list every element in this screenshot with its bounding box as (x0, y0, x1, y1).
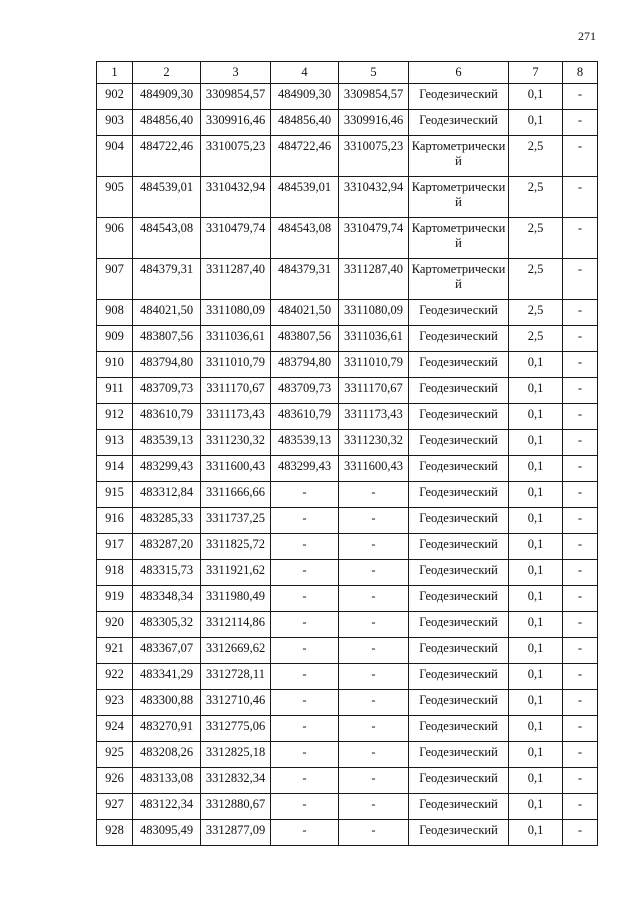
method-cell: Геодезический (409, 612, 509, 638)
point-number-cell: 913 (97, 430, 133, 456)
x-coordinate-cell: 483610,79 (133, 404, 201, 430)
y-coordinate-prev-cell: 3311600,43 (339, 456, 409, 482)
y-coordinate-cell: 3312710,46 (201, 690, 271, 716)
note-cell: - (563, 716, 598, 742)
point-number-cell: 919 (97, 586, 133, 612)
y-coordinate-cell: 3311287,40 (201, 259, 271, 300)
point-number-cell: 907 (97, 259, 133, 300)
table-row (97, 177, 598, 218)
point-number-cell: 911 (97, 378, 133, 404)
accuracy-cell: 0,1 (509, 794, 563, 820)
x-coordinate-prev-cell: 484722,46 (271, 136, 339, 177)
point-number-cell: 909 (97, 326, 133, 352)
x-coordinate-cell: 483312,84 (133, 482, 201, 508)
note-cell: - (563, 742, 598, 768)
x-coordinate-cell: 483709,73 (133, 378, 201, 404)
y-coordinate-prev-cell: - (339, 716, 409, 742)
y-coordinate-cell: 3311036,61 (201, 326, 271, 352)
x-coordinate-prev-cell: 483299,43 (271, 456, 339, 482)
y-coordinate-prev-cell: - (339, 742, 409, 768)
y-coordinate-cell: 3311666,66 (201, 482, 271, 508)
y-coordinate-prev-cell: - (339, 794, 409, 820)
x-coordinate-cell: 483299,43 (133, 456, 201, 482)
method-cell: Картометрический (409, 259, 509, 300)
method-cell: Геодезический (409, 456, 509, 482)
x-coordinate-prev-cell: - (271, 638, 339, 664)
y-coordinate-cell: 3310479,74 (201, 218, 271, 259)
y-coordinate-prev-cell: 3311036,61 (339, 326, 409, 352)
method-cell: Картометрический (409, 136, 509, 177)
method-cell: Геодезический (409, 742, 509, 768)
x-coordinate-prev-cell: 484909,30 (271, 84, 339, 110)
y-coordinate-prev-cell: - (339, 586, 409, 612)
point-number-cell: 902 (97, 84, 133, 110)
y-coordinate-prev-cell: - (339, 612, 409, 638)
note-cell: - (563, 84, 598, 110)
point-number-cell: 928 (97, 820, 133, 846)
x-coordinate-cell: 484722,46 (133, 136, 201, 177)
method-cell: Геодезический (409, 84, 509, 110)
table-row (97, 690, 598, 716)
note-cell: - (563, 794, 598, 820)
accuracy-cell: 0,1 (509, 612, 563, 638)
x-coordinate-cell: 483305,32 (133, 612, 201, 638)
accuracy-cell: 0,1 (509, 820, 563, 846)
note-cell: - (563, 136, 598, 177)
accuracy-cell: 0,1 (509, 560, 563, 586)
x-coordinate-cell: 483315,73 (133, 560, 201, 586)
column-header-2: 2 (133, 62, 201, 84)
point-number-cell: 918 (97, 560, 133, 586)
table-row (97, 300, 598, 326)
table-row (97, 560, 598, 586)
accuracy-cell: 0,1 (509, 482, 563, 508)
x-coordinate-prev-cell: - (271, 794, 339, 820)
method-cell: Геодезический (409, 378, 509, 404)
x-coordinate-prev-cell: - (271, 768, 339, 794)
y-coordinate-cell: 3312832,34 (201, 768, 271, 794)
x-coordinate-prev-cell: - (271, 716, 339, 742)
method-cell: Картометрический (409, 218, 509, 259)
x-coordinate-prev-cell: - (271, 560, 339, 586)
y-coordinate-prev-cell: - (339, 690, 409, 716)
accuracy-cell: 0,1 (509, 430, 563, 456)
table-row (97, 404, 598, 430)
point-number-cell: 908 (97, 300, 133, 326)
y-coordinate-prev-cell: 3311170,67 (339, 378, 409, 404)
column-header-6: 6 (409, 62, 509, 84)
accuracy-cell: 2,5 (509, 136, 563, 177)
note-cell: - (563, 482, 598, 508)
table-row (97, 84, 598, 110)
accuracy-cell: 0,1 (509, 742, 563, 768)
x-coordinate-prev-cell: - (271, 664, 339, 690)
point-number-cell: 923 (97, 690, 133, 716)
method-cell: Геодезический (409, 482, 509, 508)
x-coordinate-prev-cell: - (271, 742, 339, 768)
accuracy-cell: 0,1 (509, 768, 563, 794)
x-coordinate-cell: 483348,34 (133, 586, 201, 612)
table-row (97, 768, 598, 794)
x-coordinate-cell: 483095,49 (133, 820, 201, 846)
point-number-cell: 915 (97, 482, 133, 508)
x-coordinate-cell: 483300,88 (133, 690, 201, 716)
table-row (97, 612, 598, 638)
x-coordinate-cell: 484543,08 (133, 218, 201, 259)
method-cell: Геодезический (409, 560, 509, 586)
point-number-cell: 904 (97, 136, 133, 177)
method-cell: Геодезический (409, 768, 509, 794)
y-coordinate-prev-cell: 3310432,94 (339, 177, 409, 218)
method-cell: Геодезический (409, 586, 509, 612)
x-coordinate-cell: 484021,50 (133, 300, 201, 326)
method-cell: Геодезический (409, 534, 509, 560)
note-cell: - (563, 218, 598, 259)
point-number-cell: 917 (97, 534, 133, 560)
x-coordinate-cell: 483287,20 (133, 534, 201, 560)
note-cell: - (563, 404, 598, 430)
y-coordinate-prev-cell: 3309854,57 (339, 84, 409, 110)
note-cell: - (563, 378, 598, 404)
x-coordinate-cell: 484539,01 (133, 177, 201, 218)
note-cell: - (563, 586, 598, 612)
y-coordinate-cell: 3312728,11 (201, 664, 271, 690)
page-number: 271 (578, 29, 596, 43)
note-cell: - (563, 768, 598, 794)
x-coordinate-cell: 484379,31 (133, 259, 201, 300)
y-coordinate-cell: 3311230,32 (201, 430, 271, 456)
note-cell: - (563, 508, 598, 534)
x-coordinate-cell: 483133,08 (133, 768, 201, 794)
y-coordinate-prev-cell: 3310479,74 (339, 218, 409, 259)
x-coordinate-cell: 483367,07 (133, 638, 201, 664)
note-cell: - (563, 352, 598, 378)
column-header-7: 7 (509, 62, 563, 84)
x-coordinate-cell: 483807,56 (133, 326, 201, 352)
accuracy-cell: 2,5 (509, 259, 563, 300)
point-number-cell: 914 (97, 456, 133, 482)
x-coordinate-prev-cell: - (271, 586, 339, 612)
note-cell: - (563, 177, 598, 218)
table-row (97, 586, 598, 612)
table-row (97, 430, 598, 456)
coordinates-table (96, 61, 598, 846)
y-coordinate-cell: 3312669,62 (201, 638, 271, 664)
table-row (97, 136, 598, 177)
table-row (97, 742, 598, 768)
x-coordinate-cell: 483539,13 (133, 430, 201, 456)
note-cell: - (563, 430, 598, 456)
x-coordinate-cell: 483285,33 (133, 508, 201, 534)
x-coordinate-prev-cell: 484539,01 (271, 177, 339, 218)
method-cell: Геодезический (409, 690, 509, 716)
x-coordinate-cell: 483122,34 (133, 794, 201, 820)
y-coordinate-prev-cell: - (339, 560, 409, 586)
y-coordinate-cell: 3312825,18 (201, 742, 271, 768)
point-number-cell: 910 (97, 352, 133, 378)
accuracy-cell: 0,1 (509, 534, 563, 560)
method-cell: Геодезический (409, 508, 509, 534)
x-coordinate-prev-cell: 483539,13 (271, 430, 339, 456)
accuracy-cell: 0,1 (509, 690, 563, 716)
accuracy-cell: 0,1 (509, 84, 563, 110)
y-coordinate-prev-cell: - (339, 664, 409, 690)
y-coordinate-prev-cell: 3311080,09 (339, 300, 409, 326)
table-row (97, 794, 598, 820)
accuracy-cell: 0,1 (509, 110, 563, 136)
y-coordinate-cell: 3311921,62 (201, 560, 271, 586)
table-row (97, 378, 598, 404)
y-coordinate-cell: 3311980,49 (201, 586, 271, 612)
x-coordinate-prev-cell: - (271, 690, 339, 716)
method-cell: Геодезический (409, 794, 509, 820)
point-number-cell: 905 (97, 177, 133, 218)
y-coordinate-prev-cell: - (339, 482, 409, 508)
accuracy-cell: 0,1 (509, 352, 563, 378)
y-coordinate-cell: 3309854,57 (201, 84, 271, 110)
method-cell: Геодезический (409, 326, 509, 352)
x-coordinate-prev-cell: 484379,31 (271, 259, 339, 300)
x-coordinate-prev-cell: 484856,40 (271, 110, 339, 136)
x-coordinate-cell: 483794,80 (133, 352, 201, 378)
y-coordinate-cell: 3311737,25 (201, 508, 271, 534)
y-coordinate-prev-cell: - (339, 820, 409, 846)
note-cell: - (563, 820, 598, 846)
accuracy-cell: 2,5 (509, 326, 563, 352)
accuracy-cell: 0,1 (509, 638, 563, 664)
method-cell: Геодезический (409, 638, 509, 664)
x-coordinate-prev-cell: 484021,50 (271, 300, 339, 326)
accuracy-cell: 0,1 (509, 404, 563, 430)
point-number-cell: 926 (97, 768, 133, 794)
x-coordinate-cell: 483341,29 (133, 664, 201, 690)
y-coordinate-prev-cell: - (339, 534, 409, 560)
y-coordinate-prev-cell: 3311010,79 (339, 352, 409, 378)
point-number-cell: 920 (97, 612, 133, 638)
method-cell: Геодезический (409, 300, 509, 326)
column-header-1: 1 (97, 62, 133, 84)
x-coordinate-prev-cell: 483610,79 (271, 404, 339, 430)
table-row (97, 638, 598, 664)
y-coordinate-cell: 3312877,09 (201, 820, 271, 846)
y-coordinate-cell: 3311170,67 (201, 378, 271, 404)
note-cell: - (563, 690, 598, 716)
column-header-3: 3 (201, 62, 271, 84)
y-coordinate-cell: 3311600,43 (201, 456, 271, 482)
y-coordinate-cell: 3310075,23 (201, 136, 271, 177)
y-coordinate-prev-cell: 3311287,40 (339, 259, 409, 300)
x-coordinate-cell: 483270,91 (133, 716, 201, 742)
x-coordinate-prev-cell: 483709,73 (271, 378, 339, 404)
accuracy-cell: 2,5 (509, 300, 563, 326)
point-number-cell: 925 (97, 742, 133, 768)
point-number-cell: 912 (97, 404, 133, 430)
y-coordinate-prev-cell: 3309916,46 (339, 110, 409, 136)
point-number-cell: 924 (97, 716, 133, 742)
x-coordinate-prev-cell: - (271, 508, 339, 534)
column-header-8: 8 (563, 62, 598, 84)
table-row (97, 218, 598, 259)
method-cell: Геодезический (409, 664, 509, 690)
note-cell: - (563, 300, 598, 326)
y-coordinate-cell: 3312114,86 (201, 612, 271, 638)
accuracy-cell: 2,5 (509, 218, 563, 259)
note-cell: - (563, 259, 598, 300)
x-coordinate-cell: 483208,26 (133, 742, 201, 768)
column-header-4: 4 (271, 62, 339, 84)
table-row (97, 352, 598, 378)
point-number-cell: 916 (97, 508, 133, 534)
table-body (97, 84, 598, 846)
note-cell: - (563, 664, 598, 690)
x-coordinate-cell: 484909,30 (133, 84, 201, 110)
accuracy-cell: 0,1 (509, 456, 563, 482)
x-coordinate-prev-cell: - (271, 820, 339, 846)
accuracy-cell: 2,5 (509, 177, 563, 218)
point-number-cell: 921 (97, 638, 133, 664)
method-cell: Геодезический (409, 430, 509, 456)
note-cell: - (563, 326, 598, 352)
note-cell: - (563, 560, 598, 586)
table-row (97, 534, 598, 560)
y-coordinate-prev-cell: 3311230,32 (339, 430, 409, 456)
y-coordinate-cell: 3311010,79 (201, 352, 271, 378)
y-coordinate-cell: 3311080,09 (201, 300, 271, 326)
x-coordinate-prev-cell: 483807,56 (271, 326, 339, 352)
y-coordinate-prev-cell: - (339, 508, 409, 534)
y-coordinate-prev-cell: - (339, 638, 409, 664)
accuracy-cell: 0,1 (509, 664, 563, 690)
y-coordinate-prev-cell: 3311173,43 (339, 404, 409, 430)
note-cell: - (563, 110, 598, 136)
x-coordinate-prev-cell: - (271, 534, 339, 560)
point-number-cell: 927 (97, 794, 133, 820)
note-cell: - (563, 534, 598, 560)
method-cell: Геодезический (409, 820, 509, 846)
y-coordinate-cell: 3309916,46 (201, 110, 271, 136)
x-coordinate-prev-cell: 484543,08 (271, 218, 339, 259)
y-coordinate-prev-cell: - (339, 768, 409, 794)
method-cell: Геодезический (409, 404, 509, 430)
table-header-row (97, 62, 598, 84)
column-header-5: 5 (339, 62, 409, 84)
accuracy-cell: 0,1 (509, 508, 563, 534)
method-cell: Геодезический (409, 352, 509, 378)
table-row (97, 820, 598, 846)
y-coordinate-cell: 3311825,72 (201, 534, 271, 560)
point-number-cell: 903 (97, 110, 133, 136)
accuracy-cell: 0,1 (509, 716, 563, 742)
y-coordinate-cell: 3312880,67 (201, 794, 271, 820)
table-row (97, 508, 598, 534)
x-coordinate-prev-cell: 483794,80 (271, 352, 339, 378)
y-coordinate-cell: 3312775,06 (201, 716, 271, 742)
note-cell: - (563, 638, 598, 664)
x-coordinate-cell: 484856,40 (133, 110, 201, 136)
x-coordinate-prev-cell: - (271, 482, 339, 508)
y-coordinate-cell: 3311173,43 (201, 404, 271, 430)
note-cell: - (563, 456, 598, 482)
table-row (97, 110, 598, 136)
table-row (97, 716, 598, 742)
table-row (97, 259, 598, 300)
method-cell: Геодезический (409, 110, 509, 136)
accuracy-cell: 0,1 (509, 586, 563, 612)
y-coordinate-cell: 3310432,94 (201, 177, 271, 218)
table-row (97, 456, 598, 482)
point-number-cell: 906 (97, 218, 133, 259)
table-row (97, 664, 598, 690)
method-cell: Геодезический (409, 716, 509, 742)
table-row (97, 326, 598, 352)
note-cell: - (563, 612, 598, 638)
table-row (97, 482, 598, 508)
method-cell: Картометрический (409, 177, 509, 218)
accuracy-cell: 0,1 (509, 378, 563, 404)
y-coordinate-prev-cell: 3310075,23 (339, 136, 409, 177)
point-number-cell: 922 (97, 664, 133, 690)
x-coordinate-prev-cell: - (271, 612, 339, 638)
